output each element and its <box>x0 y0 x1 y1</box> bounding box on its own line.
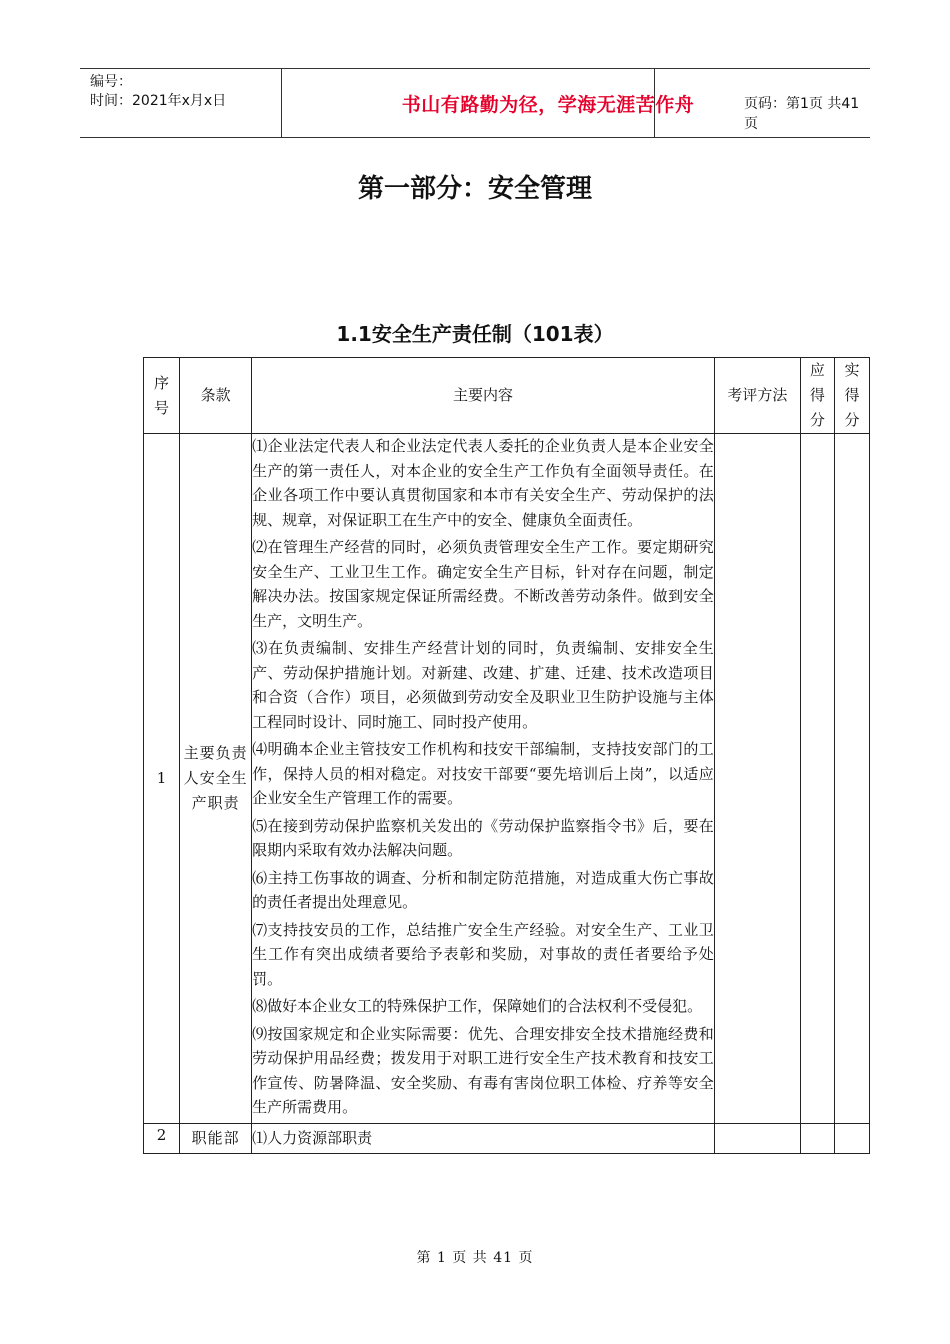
table-header-row <box>144 358 870 434</box>
row-clause: 职能部 <box>180 1123 252 1154</box>
col-header-clause: 条款 <box>180 358 252 434</box>
header-divider <box>654 69 655 137</box>
header-divider <box>281 69 282 137</box>
table-row <box>144 434 870 1124</box>
method-cell <box>714 434 800 1124</box>
col-header-actual-score: 实得分 <box>834 358 869 434</box>
content-paragraph: ⑼按国家规定和企业实际需要：优先、合理安排安全技术措施经费和劳动保护用品经费；拨发用于对职工进行安全生产技术教育和技安工作宣传、防暑降温、安全奖励、有毒有害岗位职工体检、疗养等安全生产所需费用。 <box>252 1024 714 1116</box>
content-paragraph: ⑴人力资源部职责 <box>252 1128 373 1147</box>
content-paragraph: ⑵在管理生产经营的同时，必须负责管理安全生产工作。要定期研究安全生产、工业卫生工作。确定安全生产目标，针对存在问题，制定解决办法。按国家规定保证所需经费。不断改善劳动条件。做到安全生产，文明生产。 <box>252 538 714 630</box>
content-paragraph: ⑺支持技安员的工作，总结推广安全生产经验。对安全生产、工业卫生工作有突出成绩者要给予表彰和奖励，对事故的责任者要给予处罚。 <box>252 920 714 988</box>
page-footer: 第 1 页 共 41 页 <box>416 1250 534 1266</box>
content-paragraph: ⑹主持工伤事故的调查、分析和制定防范措施，对造成重大伤亡事故的责任者提出处理意见。 <box>252 868 714 911</box>
row-number: 2 <box>144 1123 180 1154</box>
date-line: 时间：2021年x月x日 <box>90 93 227 109</box>
table-row <box>144 1123 870 1154</box>
col-header-content: 主要内容 <box>252 358 715 434</box>
method-cell <box>714 1123 800 1154</box>
row-number: 1 <box>144 434 180 1124</box>
page-info: 页码：第1页 共41页 <box>744 96 860 132</box>
row-content <box>252 434 715 1124</box>
evaluation-table <box>143 357 870 1154</box>
document-header <box>80 68 870 138</box>
actual-score-cell <box>834 434 869 1124</box>
row-content <box>252 1123 715 1154</box>
content-paragraph: ⑶在负责编制、安排生产经营计划的同时，负责编制、安排安全生产、劳动保护措施计划。对新建、改建、扩建、迁建、技术改造项目和合资（合作）项目，必须做到劳动安全及职业卫生防护设施与主体工程同时设计、同时施工、同时投产使用。 <box>252 639 714 731</box>
table-title: 1.1安全生产责任制（101表） <box>336 322 614 346</box>
col-header-should-score: 应得分 <box>800 358 834 434</box>
content-paragraph: ⑸在接到劳动保护监察机关发出的《劳动保护监察指令书》后，要在限期内采取有效办法解决问题。 <box>252 816 714 859</box>
should-score-cell <box>800 1123 834 1154</box>
part-title: 第一部分：安全管理 <box>357 174 592 204</box>
row-clause: 主要负责人安全生产职责 <box>180 434 252 1124</box>
number-label: 编号： <box>90 74 132 90</box>
col-header-no: 序号 <box>144 358 180 434</box>
should-score-cell <box>800 434 834 1124</box>
content-paragraph: ⑷明确本企业主管技安工作机构和技安干部编制，支持技安部门的工作，保持人员的相对稳定。对技安干部要“要先培训后上岗”，以适应企业安全生产管理工作的需要。 <box>252 740 714 807</box>
header-info <box>90 73 226 111</box>
header-motto: 书山有路勤为径，学海无涯苦作舟 <box>401 93 695 116</box>
content-paragraph: ⑻做好本企业女工的特殊保护工作，保障她们的合法权利不受侵犯。 <box>252 997 703 1015</box>
content-paragraph: ⑴企业法定代表人和企业法定代表人委托的企业负责人是本企业安全生产的第一责任人，对本企业的安全生产工作负有全面领导责任。在企业各项工作中要认真贯彻国家和本市有关安全生产、劳动保护的法规、规章，对保证职工在生产中的安全、健康负全面责任。 <box>252 437 714 529</box>
actual-score-cell <box>834 1123 869 1154</box>
col-header-method: 考评方法 <box>714 358 800 434</box>
